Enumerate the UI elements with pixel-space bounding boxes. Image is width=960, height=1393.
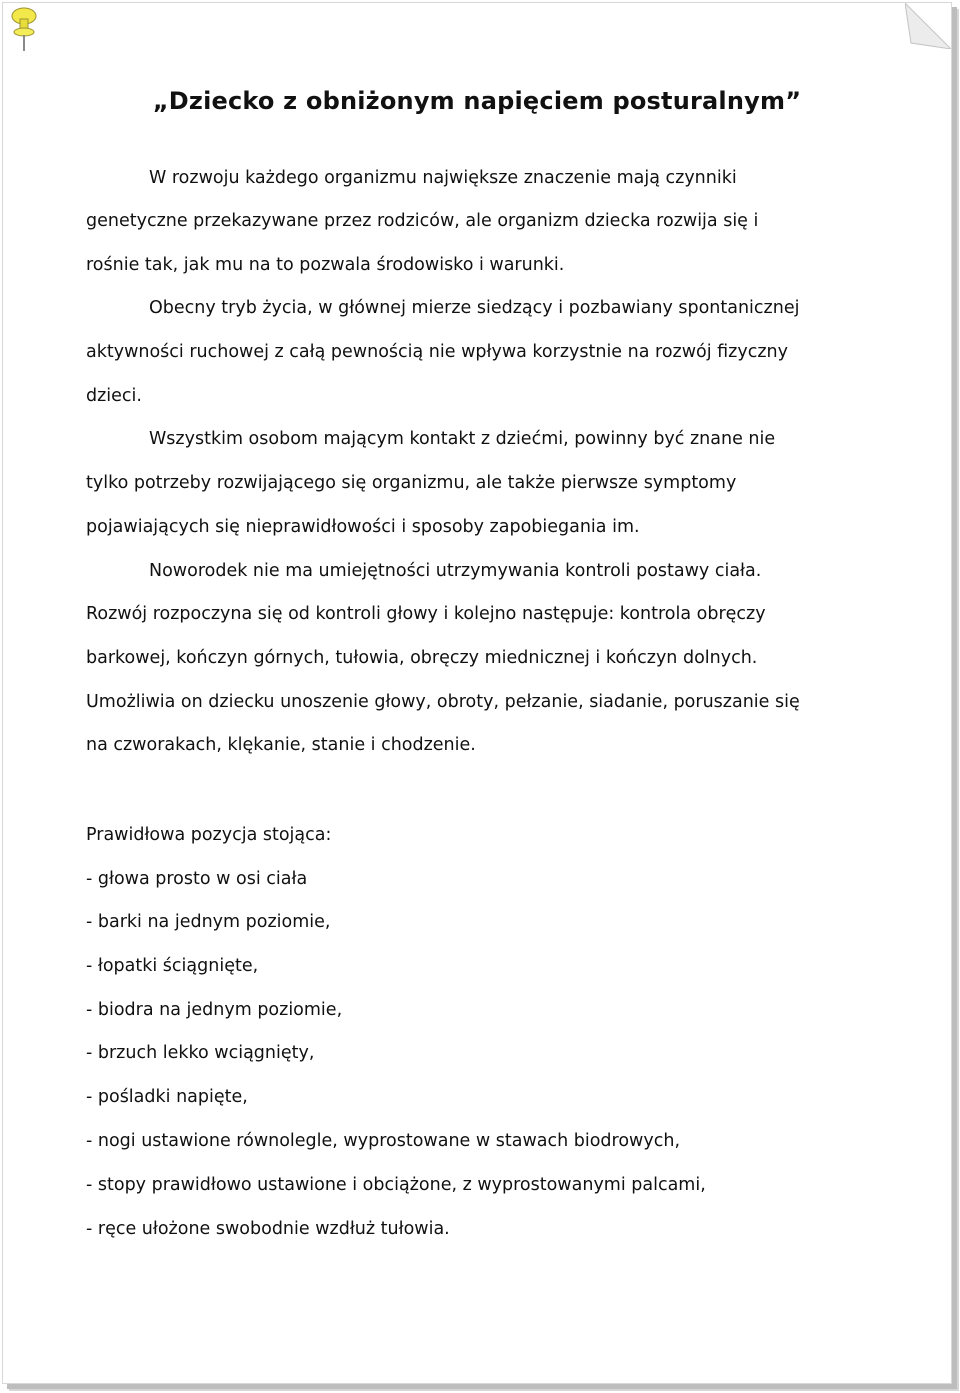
document-page <box>2 2 952 1384</box>
list-item: - biodra na jednym poziomie, <box>86 1000 343 1020</box>
list-item: - głowa prosto w osi ciała <box>86 869 308 889</box>
list-item: - pośladki napięte, <box>86 1087 248 1107</box>
list-item: - łopatki ściągnięte, <box>86 956 259 976</box>
text-line: rośnie tak, jak mu na to pozwala środowisko i warunki. <box>86 255 565 275</box>
list-item: - barki na jednym poziomie, <box>86 912 331 932</box>
text-line: barkowej, kończyn górnych, tułowia, obręczy miednicznej i kończyn dolnych. <box>86 648 758 668</box>
list-heading: Prawidłowa pozycja stojąca: <box>86 825 332 845</box>
text-line: pojawiających się nieprawidłowości i sposoby zapobiegania im. <box>86 517 640 537</box>
list-item: - nogi ustawione równolegle, wyprostowane w stawach biodrowych, <box>86 1131 681 1151</box>
text-line: dzieci. <box>86 386 142 406</box>
list-item: - ręce ułożone swobodnie wzdłuż tułowia. <box>86 1219 450 1239</box>
page-curl-icon <box>905 3 951 49</box>
text-line: aktywności ruchowej z całą pewnością nie wpływa korzystnie na rozwój fizyczny <box>86 342 788 362</box>
text-line: Rozwój rozpoczyna się od kontroli głowy i kolejno następuje: kontrola obręczy <box>86 604 766 624</box>
list-item: - stopy prawidłowo ustawione i obciążone, z wyprostowanymi palcami, <box>86 1175 706 1195</box>
text-line: W rozwoju każdego organizmu największe znaczenie mają czynniki <box>149 168 737 188</box>
text-line: Wszystkim osobom mającym kontakt z dziećmi, powinny być znane nie <box>149 429 776 449</box>
text-line: Noworodek nie ma umiejętności utrzymywania kontroli postawy ciała. <box>149 561 762 581</box>
text-line: Umożliwia on dziecku unoszenie głowy, obroty, pełzanie, siadanie, poruszanie się <box>86 692 800 712</box>
text-line: na czworakach, klękanie, stanie i chodzenie. <box>86 735 476 755</box>
list-item: - brzuch lekko wciągnięty, <box>86 1043 315 1063</box>
pushpin-icon <box>7 5 41 55</box>
page-title: „Dziecko z obniżonym napięciem posturalnym” <box>152 87 802 115</box>
text-line: tylko potrzeby rozwijającego się organizmu, ale także pierwsze symptomy <box>86 473 737 493</box>
text-line: Obecny tryb życia, w głównej mierze siedzący i pozbawiany spontanicznej <box>149 298 800 318</box>
text-line: genetyczne przekazywane przez rodziców, ale organizm dziecka rozwija się i <box>86 211 759 231</box>
